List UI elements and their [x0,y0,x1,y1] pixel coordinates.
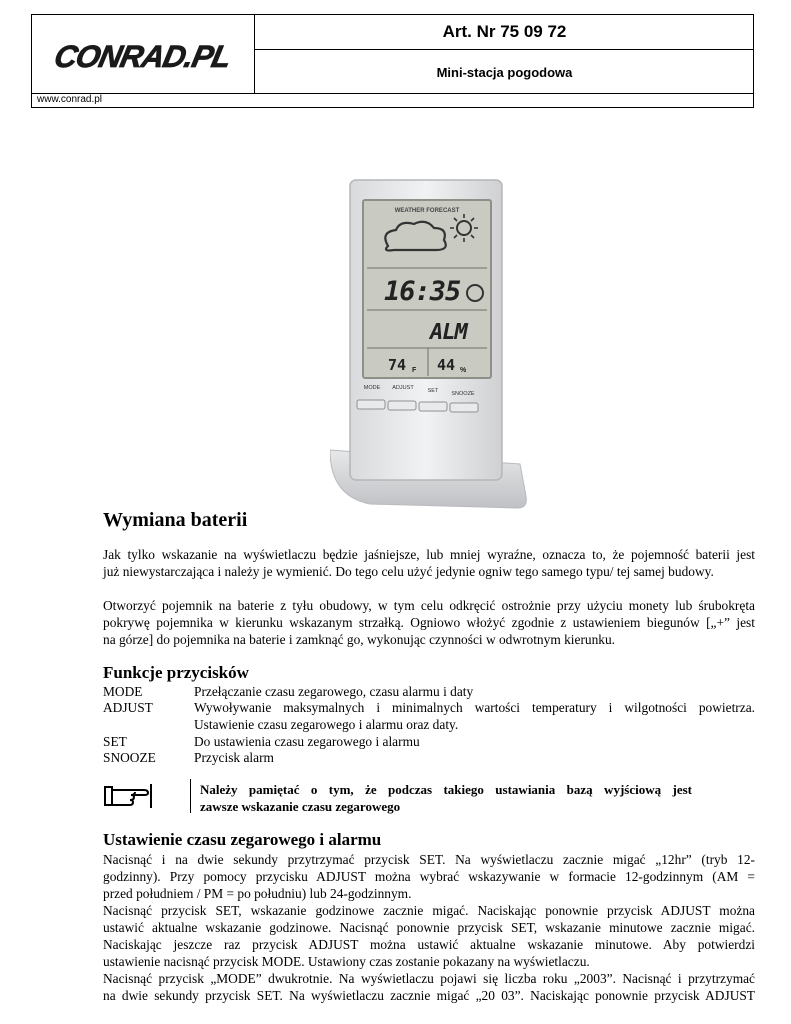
text-line: godzinny). Przy pomocy przycisku ADJUST można wybrać wskazywanie w formacie 12-godzinnym (AM = [103,869,755,884]
clock-setting-paragraph [103,851,755,1004]
lcd-heading: WEATHER FORECAST [394,208,460,214]
text-line: na dwie sekundy przycisk SET. Na wyświetlaczu zacznie migać „20 03”. Naciskając ponownie przycisk ADJUST [103,988,755,1003]
text-line: przed południem / PM = po południu) lub 24-godzinnym. [103,886,412,901]
label-snooze: SNOOZE [451,391,475,397]
logo-text: CONRAD.PL [51,39,234,74]
lcd-humidity-unit: % [460,367,467,374]
button-row-mode [103,683,755,700]
button-row-set [103,733,755,750]
text-line: Nacisnąć przycisk „MODE” dwukrotnie. Na wyświetlaczu pojawi się liczba roku „2003”. Nacisnąć i przytrzymać [103,971,755,986]
button-description: Ustawienie czasu zegarowego i alarmu oraz daty. [194,717,459,732]
button-row-adjust [103,699,755,733]
lcd-temperature: 74 [388,356,407,374]
label-adjust: ADJUST [392,385,414,391]
adjust-button[interactable] [388,401,416,410]
button-name: SNOOZE [103,750,156,765]
button-description: Przycisk alarm [194,750,274,765]
website-url: www.conrad.pl [31,93,754,108]
lcd-alarm: ALM [430,320,467,345]
button-name: MODE [103,684,143,699]
text-line: ustawić aktualne wskazanie godzinowe. Nacisnąć ponownie przycisk SET, wskazanie minutowe zacznie migać. [103,920,755,935]
lcd-temperature-unit: F [412,367,417,374]
text-line: Jak tylko wskazanie na wyświetlaczu będzie jaśniejsze, lub mniej wyraźne, oznacza to, że pojemność baterii jest [103,547,755,562]
text-line: zawsze wskazanie czasu zegarowego [200,799,401,814]
battery-paragraph-1 [103,546,755,580]
text-line: Otworzyć pojemnik na baterie z tyłu obudowy, w tym celu odkręcić ostrożnie przy użyciu monety lub śrubokręta [103,598,755,613]
text-line: już niewystarczająca i należy je wymienić. Do tego celu użyć jedynie ogniw tego samego typu/ tej samej budowy. [103,564,714,579]
pointing-hand-icon [104,782,156,810]
clock-setting-heading: Ustawienie czasu zegarowego i alarmu [103,830,382,849]
button-row-snooze [103,749,755,766]
label-set: SET [427,388,439,394]
lcd-humidity: 44 [437,356,456,374]
text-line: Należy pamiętać o tym, że podczas takiego ustawiania bazą wyjściową jest [200,782,692,797]
lcd-time: 16:35 [384,276,461,307]
button-description: Przełączanie czasu zegarowego, czasu alarmu i daty [194,684,474,699]
mode-button[interactable] [357,400,385,409]
text-line: na górze] do pojemnika na baterie i zamknąć go, wykonując czynności w odwrotnym kierunku. [103,632,616,647]
product-name: Mini-stacja pogodowa [436,64,573,80]
text-line: ustawienie nacisnąć przycisk MODE. Ustawiony czas zostanie pokazany na wyświetlaczu. [103,954,590,969]
battery-heading: Wymiana baterii [103,509,248,531]
set-button[interactable] [419,402,447,411]
weather-station-image [330,178,530,512]
conrad-logo [48,33,244,77]
text-line: Nacisnąć i na dwie sekundy przytrzymać przycisk SET. Na wyświetlaczu zacznie migać „12hr” (tryb 12- [103,852,755,867]
document-header [31,14,754,94]
button-name: ADJUST [103,700,153,715]
article-number: Art. Nr 75 09 72 [442,22,567,41]
snooze-button[interactable] [450,403,478,412]
battery-paragraph-2 [103,597,755,648]
button-functions-heading: Funkcje przycisków [103,663,249,682]
button-description: Do ustawienia czasu zegarowego i alarmu [194,734,420,749]
button-description: Wywoływanie maksymalnych i minimalnych wartości temperatury i wilgotności powietrza. [194,700,755,715]
label-mode: MODE [363,385,381,391]
note-divider [190,779,191,813]
text-line: pokrywę pojemnika w kierunku wskazanym strzałką. Ogniowo włożyć zgodnie z ustawieniem biegunów [„+” jest [103,615,755,630]
note-text [200,781,692,815]
text-line: Naciskając jeszcze raz przycisk ADJUST można ustawić aktualne wskazanie minutowe. Aby potwierdzi [103,937,755,952]
button-name: SET [103,734,127,749]
text-line: Nacisnąć przycisk SET, wskazanie godzinowe zacznie migać. Naciskając ponownie przycisk ADJUST można [103,903,755,918]
